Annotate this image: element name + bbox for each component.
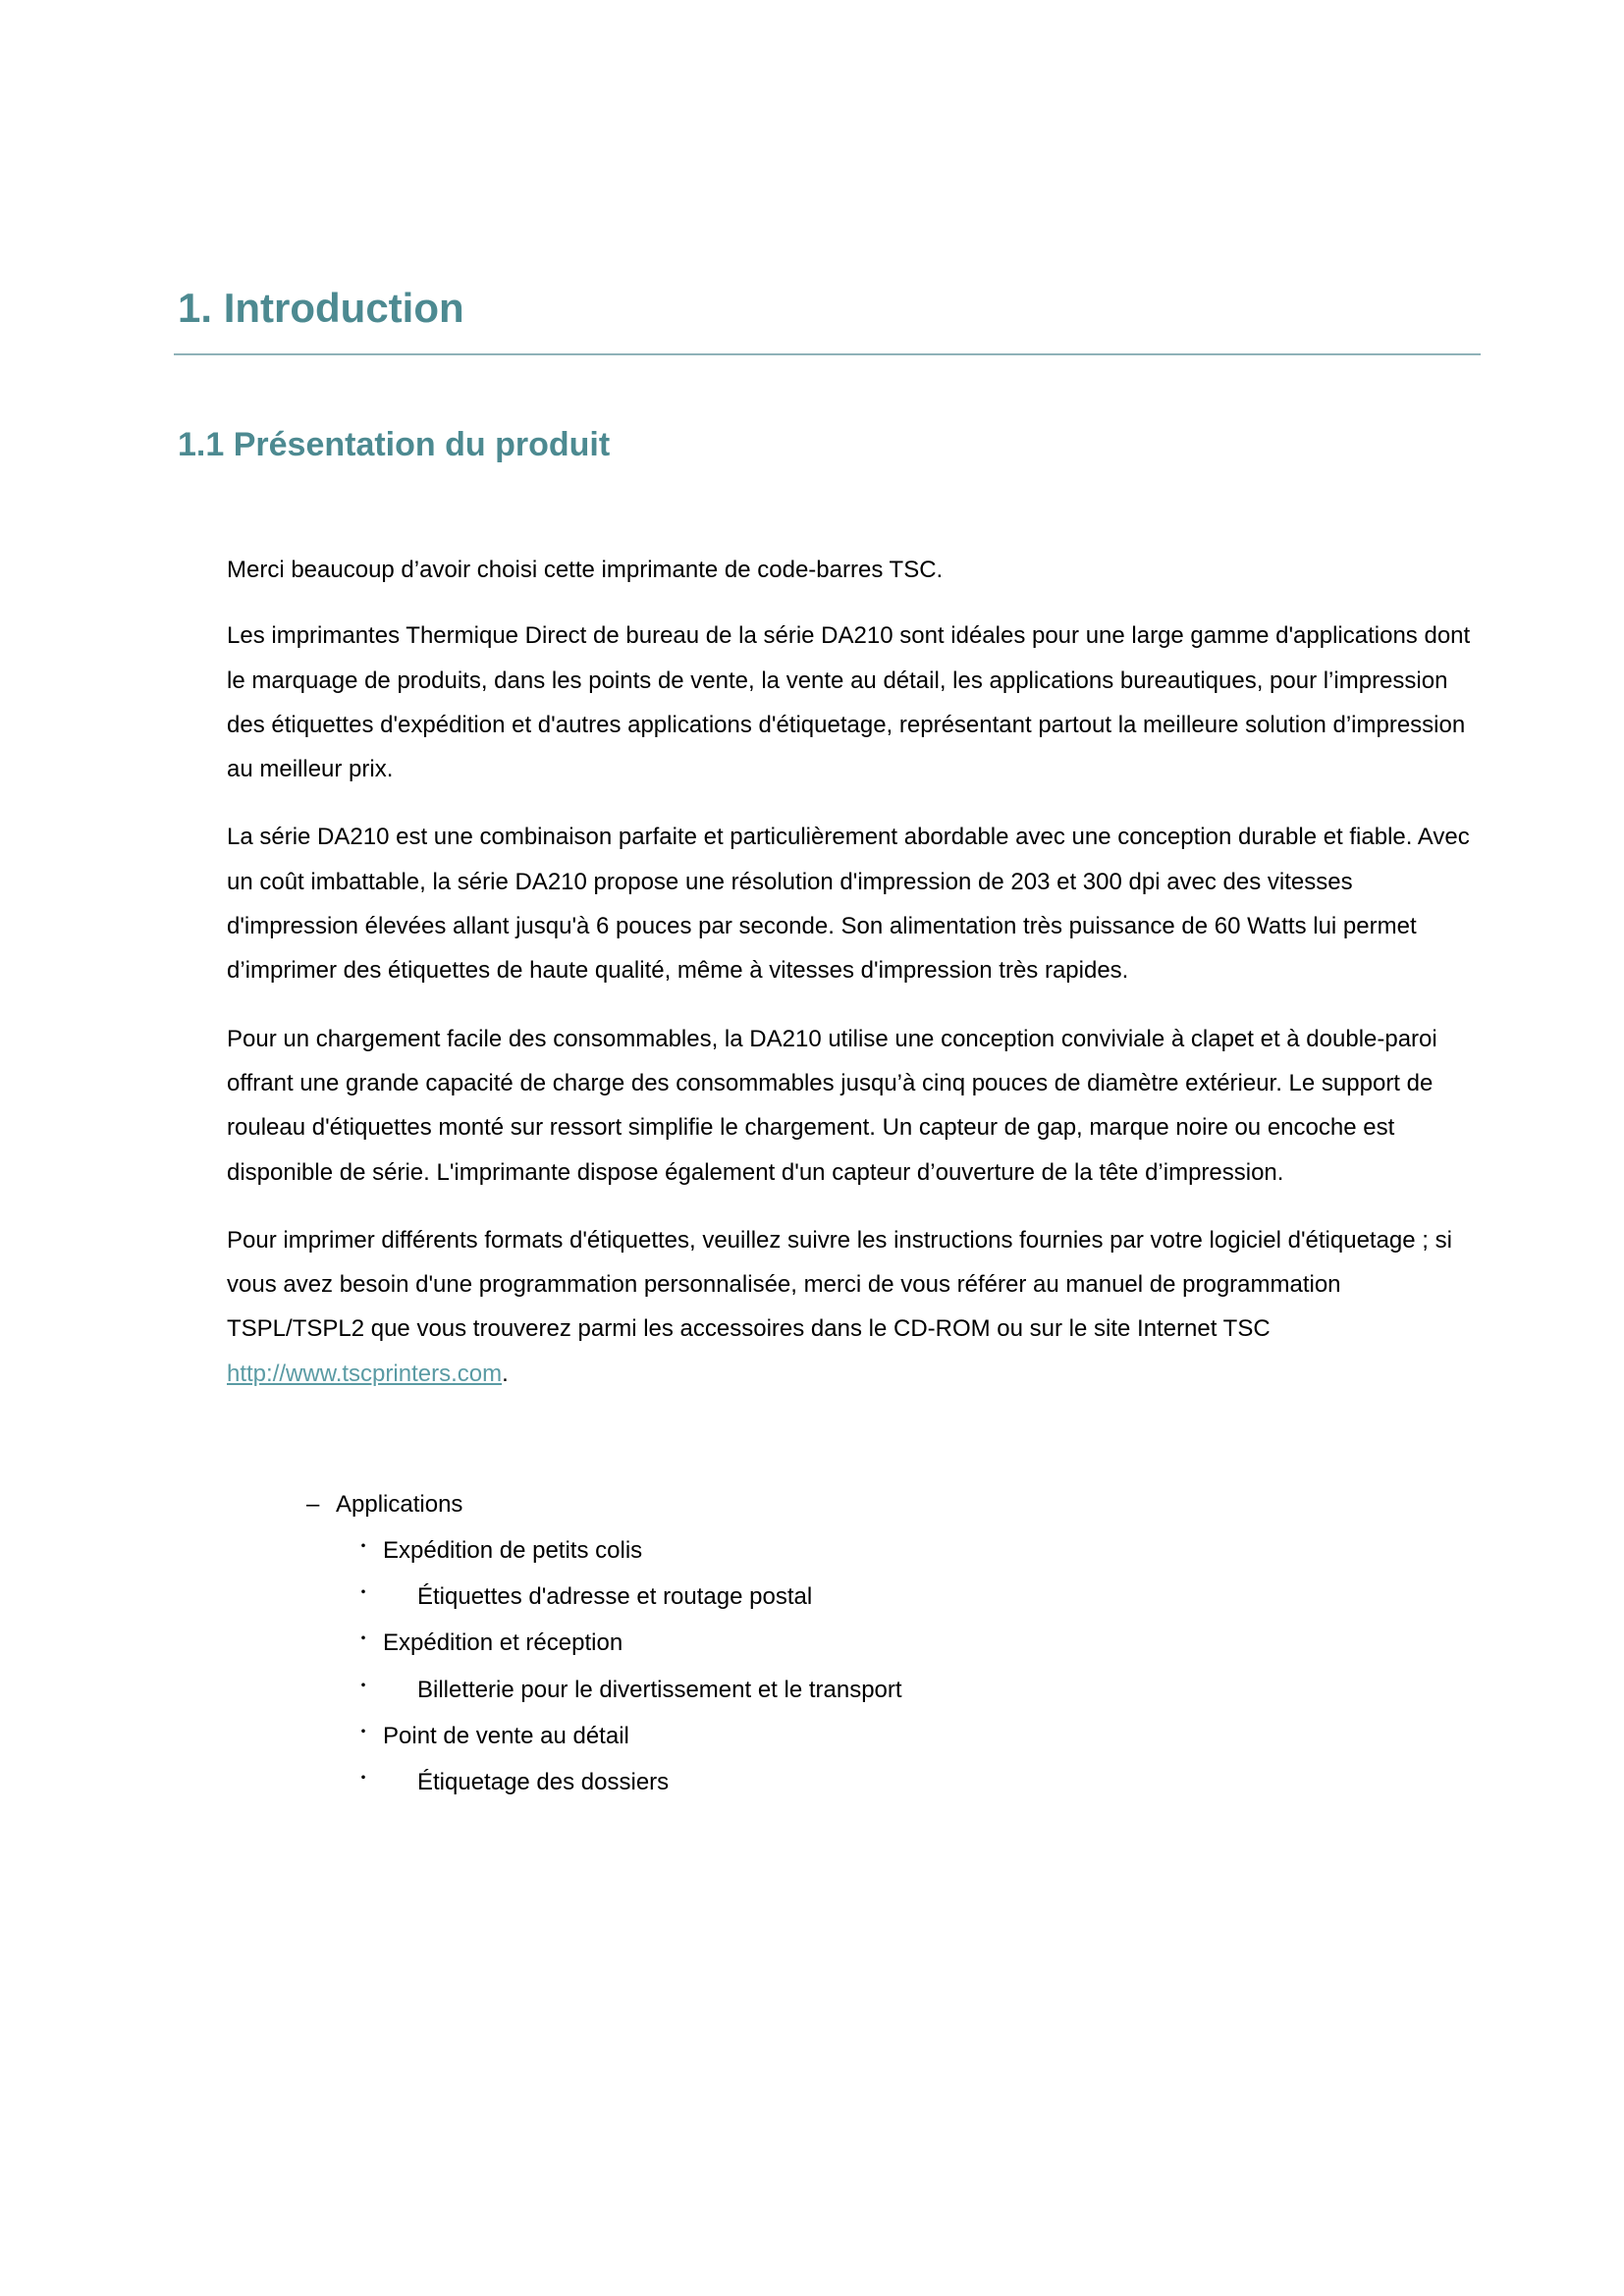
bullet-marker: ・ (353, 1536, 373, 1558)
applications-list (306, 1481, 902, 1805)
list-item (353, 1527, 902, 1574)
dash-marker: – (306, 1491, 320, 1518)
bullet-marker: ・ (353, 1767, 373, 1789)
list-item (353, 1667, 902, 1713)
applications-items (353, 1527, 902, 1805)
paragraph-thanks: Merci beaucoup d’avoir choisi cette imprimante de code-barres TSC. (227, 557, 944, 583)
paragraph-series: La série DA210 est une combinaison parfaite et particulièrement abordable avec une conception durable et fiable. Avec un coût imbattable, la série DA210 propose une résolution d'impression de 203 et 300 dpi avec des vitesses d'impression élevées allant jusqu'à 6 pouces par seconde. Son alimentation très puissance de 60 Watts lui permet d’imprimer des étiquettes de haute qualité, même à vitesses d'impression très rapides. (227, 824, 1470, 985)
chapter-heading: 1. Introduction (178, 285, 464, 331)
applications-title: Applications (336, 1491, 463, 1518)
list-item-text: Point de vente au détail (383, 1722, 629, 1749)
body-text (227, 548, 1484, 1419)
bullet-marker: ・ (353, 1721, 373, 1743)
list-item-text: Expédition et réception (383, 1629, 623, 1657)
paragraph-formats-text: Pour imprimer différents formats d'étiquettes, veuillez suivre les instructions fournies par votre logiciel d'étiquetage ; si vous avez besoin d'une programmation personnalisée, merci de vous référer au manuel de programmation TSPL/TSPL2 que vous trouverez parmi les accessoires dans le CD-ROM ou sur le site Internet TSC (227, 1226, 1452, 1343)
bullet-marker: ・ (353, 1675, 373, 1697)
list-item (353, 1574, 902, 1620)
list-item-text: Étiquetage des dossiers (417, 1768, 670, 1795)
website-link[interactable]: http://www.tscprinters.com (227, 1360, 503, 1387)
heading-rule (174, 353, 1481, 355)
list-item-text: Expédition de petits colis (383, 1537, 643, 1564)
list-item (353, 1713, 902, 1759)
applications-heading (306, 1481, 855, 1527)
bullet-marker: ・ (353, 1582, 373, 1605)
paragraph-formats (227, 1218, 1484, 1396)
paragraph-formats-period: . (502, 1360, 509, 1387)
list-item (353, 1759, 902, 1805)
list-item-text: Billetterie pour le divertissement et le transport (417, 1676, 902, 1703)
paragraph-loading: Pour un chargement facile des consommables, la DA210 utilise une conception conviviale à clapet et à double-paroi offrant une grande capacité de charge des consommables jusqu’à cinq pouces de diamètre extérieur. Le support de rouleau d'étiquettes monté sur ressort simplifie le chargement. Un capteur de gap, marque noire ou encoche est disponible de série. L'imprimante dispose également d'un capteur d’ouverture de la tête d’impression. (227, 1025, 1437, 1186)
paragraph-overview: Les imprimantes Thermique Direct de bureau de la série DA210 sont idéales pour une large gamme d'applications dont le marquage de produits, dans les points de vente, la vente au détail, les applications bureautiques, pour l’impression des étiquettes d'expédition et d'autres applications d'étiquetage, représentant partout la meilleure solution d’impression au meilleur prix. (227, 622, 1471, 783)
bullet-marker: ・ (353, 1629, 373, 1651)
list-item (353, 1620, 902, 1666)
section-heading: 1.1 Présentation du produit (178, 426, 611, 463)
list-item-text: Étiquettes d'adresse et routage postal (417, 1583, 813, 1611)
